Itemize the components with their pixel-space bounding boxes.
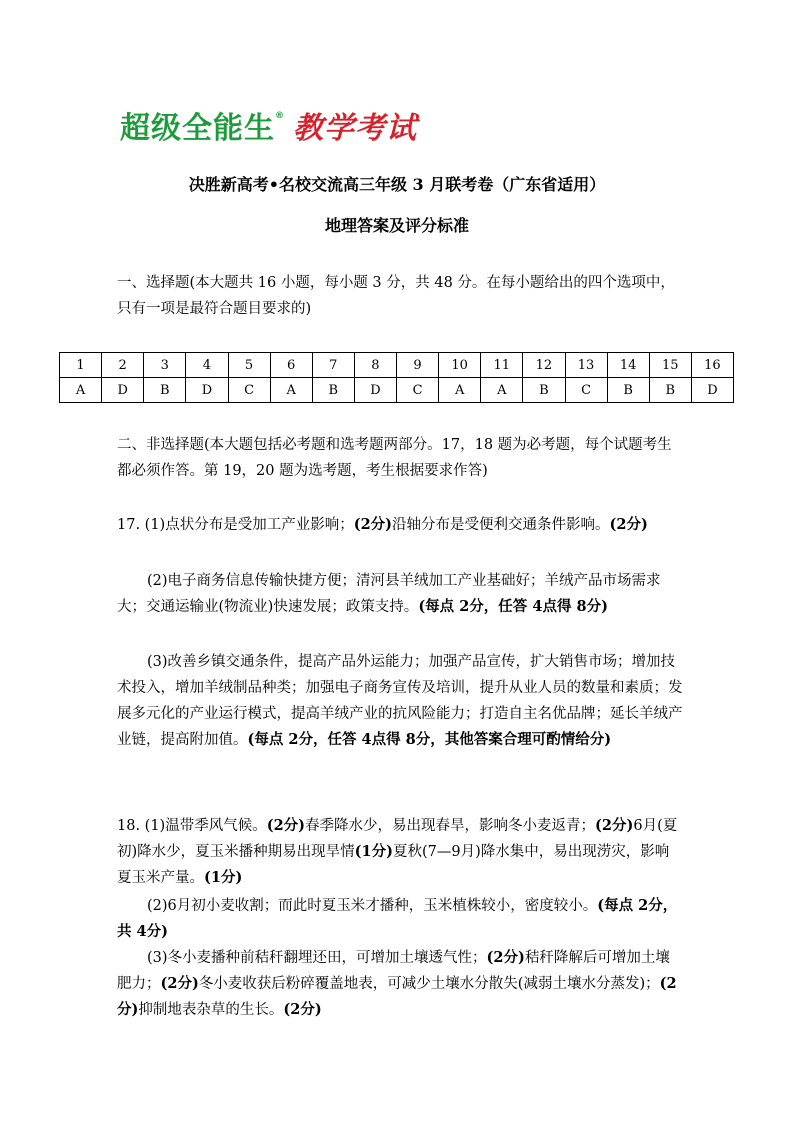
question-number: 2 — [102, 353, 144, 378]
q18-part1-text: 18. (1)温带季风气候。 — [117, 818, 267, 834]
q17-part3-score: (每点 2分，任答 4点得 8分，其他答案合理可酌情给分) — [247, 731, 612, 748]
logo-tagline: 教学考试 — [293, 111, 417, 146]
q18-part3-text: 冬小麦收获后粉碎覆盖地表，可减少土壤水分散失(减弱土壤水分蒸发)； — [198, 976, 660, 992]
brand-logo — [120, 107, 417, 147]
question-number: 7 — [312, 353, 354, 378]
answer-cell: B — [649, 378, 691, 403]
answer-cell: B — [523, 378, 565, 403]
q18-part1-score: (1分) — [354, 843, 393, 860]
q18-part1-text: 夏秋(7—9月)降水集中，易出现涝灾，影响夏玉米产量。 — [117, 844, 670, 886]
answer-table-number-row — [60, 353, 734, 378]
document-title: 决胜新高考•名校交流高三年级 3 月联考卷（广东省适用） — [188, 175, 606, 194]
question-number: 16 — [691, 353, 733, 378]
question-number: 11 — [481, 353, 523, 378]
q18-part2-score: (每点 2分，共 4分) — [117, 897, 678, 940]
answer-cell: A — [270, 378, 312, 403]
q18-part3-score: (2分) — [160, 975, 199, 992]
logo-brand: 超级全能生 — [120, 111, 275, 146]
q17-part1-score: (2分) — [353, 516, 393, 533]
q18-part1-score: (2分) — [266, 817, 306, 834]
answer-cell: D — [354, 378, 396, 403]
q18-part1 — [117, 813, 683, 891]
q18-part1-score: (2分) — [595, 817, 634, 834]
q18-part3-score: (2分) — [117, 975, 677, 1018]
q18-part1-text: 6月(夏初)降水少，夏玉米播种期易出现旱情 — [117, 818, 678, 860]
q17-part2 — [117, 568, 683, 620]
question-number: 4 — [186, 353, 228, 378]
logo-registered-mark: ® — [275, 111, 285, 121]
q18-part1-score: (1分) — [204, 869, 243, 886]
q18-part2-text: (2)6月初小麦收割；而此时夏玉米才播种，玉米植株较小，密度较小。 — [147, 898, 598, 914]
answer-cell: A — [439, 378, 481, 403]
q18-part3-score: (2分) — [486, 949, 525, 966]
answer-cell: A — [481, 378, 523, 403]
answer-cell: A — [60, 378, 102, 403]
question-number: 3 — [144, 353, 186, 378]
q18-part3-text: 抑制地表杂草的生长。 — [138, 1002, 284, 1018]
q17-part1 — [117, 512, 683, 538]
q17-part2-score: (每点 2分，任答 4点得 8分) — [418, 598, 608, 615]
q17-part2-text: (2)电子商务信息传输快捷方便；清河县羊绒加工产业基础好；羊绒产品市场需求大；交通运输业(物流业)快速发展；政策支持。 — [117, 573, 661, 615]
q17-part1-text: 17. (1)点状分布是受加工产业影响； — [117, 517, 354, 533]
q18-part3-score: (2分) — [283, 1001, 322, 1018]
section2-intro: 二、非选择题(本大题包括必考题和选考题两部分。17，18 题为必考题，每个试题考生都必须作答。第 19，20 题为选考题，考生根据要求作答) — [117, 437, 672, 479]
answer-cell: C — [228, 378, 270, 403]
answer-cell: C — [565, 378, 607, 403]
question-number: 13 — [565, 353, 607, 378]
answer-cell: D — [691, 378, 733, 403]
answer-cell: B — [144, 378, 186, 403]
question-number: 15 — [649, 353, 691, 378]
question-number: 10 — [439, 353, 481, 378]
answer-cell: B — [312, 378, 354, 403]
question-number: 14 — [607, 353, 649, 378]
question-number: 12 — [523, 353, 565, 378]
answer-cell: D — [186, 378, 228, 403]
q17-part3-text: (3)改善乡镇交通条件，提高产品外运能力；加强产品宣传，扩大销售市场；增加技术投入，增加羊绒制品种类；加强电子商务宣传及培训，提升从业人员的数量和素质；发展多元化的产业运行模式，提高羊绒产业的抗风险能力；打造自主名优品牌；延长羊绒产业链，提高附加值。 — [117, 654, 683, 748]
q18-part3 — [117, 945, 683, 1023]
section1-intro: 一、选择题(本大题共 16 小题，每小题 3 分，共 48 分。在每小题给出的四个选项中，只有一项是最符合题目要求的) — [117, 275, 675, 317]
q17-part1-score: (2分) — [609, 516, 648, 533]
question-number: 1 — [60, 353, 102, 378]
answer-cell: D — [102, 378, 144, 403]
question-number: 6 — [270, 353, 312, 378]
question-number: 5 — [228, 353, 270, 378]
q17-part3 — [117, 649, 683, 753]
question-number: 9 — [397, 353, 439, 378]
q18-part2 — [117, 893, 683, 945]
question-number: 8 — [354, 353, 396, 378]
q18-part3-text: 秸秆降解后可增加土壤肥力； — [117, 950, 670, 992]
answer-cell: C — [397, 378, 439, 403]
answer-table-answer-row — [60, 378, 734, 403]
q18-part3-text: (3)冬小麦播种前秸秆翻埋还田，可增加土壤透气性； — [147, 950, 487, 966]
q18-part1-text: 春季降水少，易出现春旱，影响冬小麦返青； — [305, 818, 596, 834]
q17-part1-text: 沿轴分布是受便利交通条件影响。 — [392, 517, 610, 533]
answer-table — [59, 352, 734, 403]
answer-cell: B — [607, 378, 649, 403]
document-subtitle: 地理答案及评分标准 — [324, 216, 469, 235]
